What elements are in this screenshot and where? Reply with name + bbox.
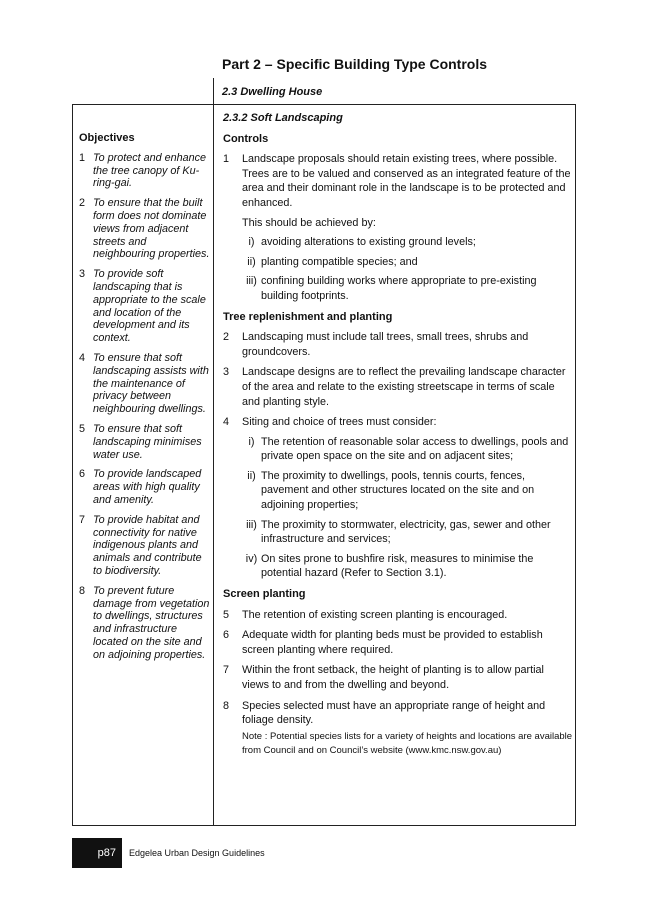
tree-heading: Tree replenishment and planting [223,310,393,323]
control-number: 6 [223,629,230,642]
objectives-column [79,132,211,668]
control-text: Landscape designs are to reflect the prevailing landscape character of the area and relate to the existing streetscape in terms of scale and planting style. [242,366,566,408]
control-number: 3 [223,366,230,379]
control-lead: This should be achieved by: [242,216,376,229]
objective-text: To ensure that the built form does not dominate views from adjacent streets and neighbouring properties. [93,197,210,261]
subitem-text: confining building works where appropriate to pre-existing building footprints. [261,275,537,302]
control-text: Adequate width for planting beds must be provided to establish screen planting where required. [242,629,543,656]
subitem-text: On sites prone to bushfire risk, measures to minimise the potential hazard (Refer to Section 3.1). [261,552,534,580]
control-item [223,152,573,303]
control-text: Siting and choice of trees must consider: [242,416,437,429]
controls-heading: Controls [223,132,269,145]
screen-heading: Screen planting [223,588,306,601]
control-subitem [242,518,573,547]
control-text: The retention of existing screen planting is encouraged. [242,608,508,621]
objective-item [79,468,211,506]
objective-text: To protect and enhance the tree canopy of Ku-ring-gai. [93,151,207,190]
column-divider-top [213,78,214,105]
section-heading: 2.3 Dwelling House [222,86,323,98]
subitem-numeral: iii) [246,275,257,288]
control-item [223,415,573,581]
objective-text: To provide habitat and connectivity for native indigenous plants and animals and contribute to biodiversity. [93,513,202,577]
control-number: 5 [223,608,230,621]
footer-title: Edgelea Urban Design Guidelines [129,848,265,858]
subitem-numeral: i) [248,236,255,249]
control-subitem [242,255,573,270]
control-subitem [242,435,573,464]
subitem-numeral: iv) [245,552,258,565]
objective-number: 1 [79,151,86,164]
objective-item [79,152,211,190]
subitem-text: The proximity to stormwater, electricity, gas, sewer and other infrastructure and services; [261,518,551,546]
control-text: Landscape proposals should retain existing trees, where possible. Trees are to be valued and conserved as an integrated feature of the area and their dominant role in the landscape is to be protected and enhanced. [242,153,571,209]
control-number: 7 [223,664,230,677]
subitem-text: planting compatible species; and [261,255,418,268]
control-item [223,699,573,758]
objective-item [79,268,211,345]
objective-text: To ensure that soft landscaping assists with the maintenance of privacy between neighbouring dwellings. [93,351,209,416]
subitem-numeral: i) [248,435,255,448]
objective-text: To ensure that soft landscaping minimises water use. [93,422,202,461]
control-item [223,330,573,359]
control-item [223,628,573,657]
note-text: Note : Potential species lists for a variety of heights and locations are available from Council and on Council’s website (www.kmc.nsw.gov.au) [242,730,573,756]
objective-number: 5 [79,422,86,435]
subitem-text: The proximity to dwellings, pools, tennis courts, fences, pavement and other structures located on the site and on adjoining properties; [261,469,535,512]
control-number: 4 [223,416,230,429]
objective-text: To provide landscaped areas with high quality and amenity. [93,468,202,506]
objective-number: 8 [79,584,86,597]
page-title: Part 2 – Specific Building Type Controls [222,56,488,72]
objective-item [79,585,211,662]
objective-number: 6 [79,468,86,481]
subitem-numeral: iii) [246,518,257,531]
column-divider [213,104,214,826]
objective-item [79,423,211,461]
control-text: Species selected must have an appropriate range of height and foliage density. [242,699,546,727]
control-number: 2 [223,331,230,344]
objective-text: To prevent future damage from vegetation to dwellings, structures and infrastructure located on the site and on adjoining properties. [93,584,210,661]
controls-column [223,111,573,764]
objective-item [79,352,211,416]
control-number: 8 [223,699,230,712]
objective-number: 2 [79,197,86,210]
control-item [223,608,573,623]
control-item [223,663,573,692]
objective-text: To provide soft landscaping that is appropriate to the scale and location of the development and its context. [93,268,206,345]
control-number: 1 [223,153,230,166]
subitem-numeral: ii) [247,255,256,268]
objective-item [79,514,211,578]
control-text: Landscaping must include tall trees, small trees, shrubs and groundcovers. [242,331,529,358]
subitem-numeral: ii) [247,469,256,482]
control-subitem [242,552,573,581]
objective-number: 4 [79,351,86,364]
objectives-heading: Objectives [79,132,135,144]
subitem-text: The retention of reasonable solar access to dwellings, pools and private open space on the site and on adjacent sites; [261,435,569,463]
page-number: p87 [72,838,122,868]
control-subitem [242,469,573,513]
control-item [223,365,573,409]
control-text: Within the front setback, the height of planting is to allow partial views to and from the dwelling and beyond. [242,664,544,691]
control-subitem [242,235,573,250]
control-subitem [242,274,573,303]
objective-number: 3 [79,268,86,281]
subitem-text: avoiding alterations to existing ground levels; [261,236,476,249]
objective-item [79,197,211,261]
objective-number: 7 [79,513,86,526]
subsection-heading: 2.3.2 Soft Landscaping [223,112,343,124]
